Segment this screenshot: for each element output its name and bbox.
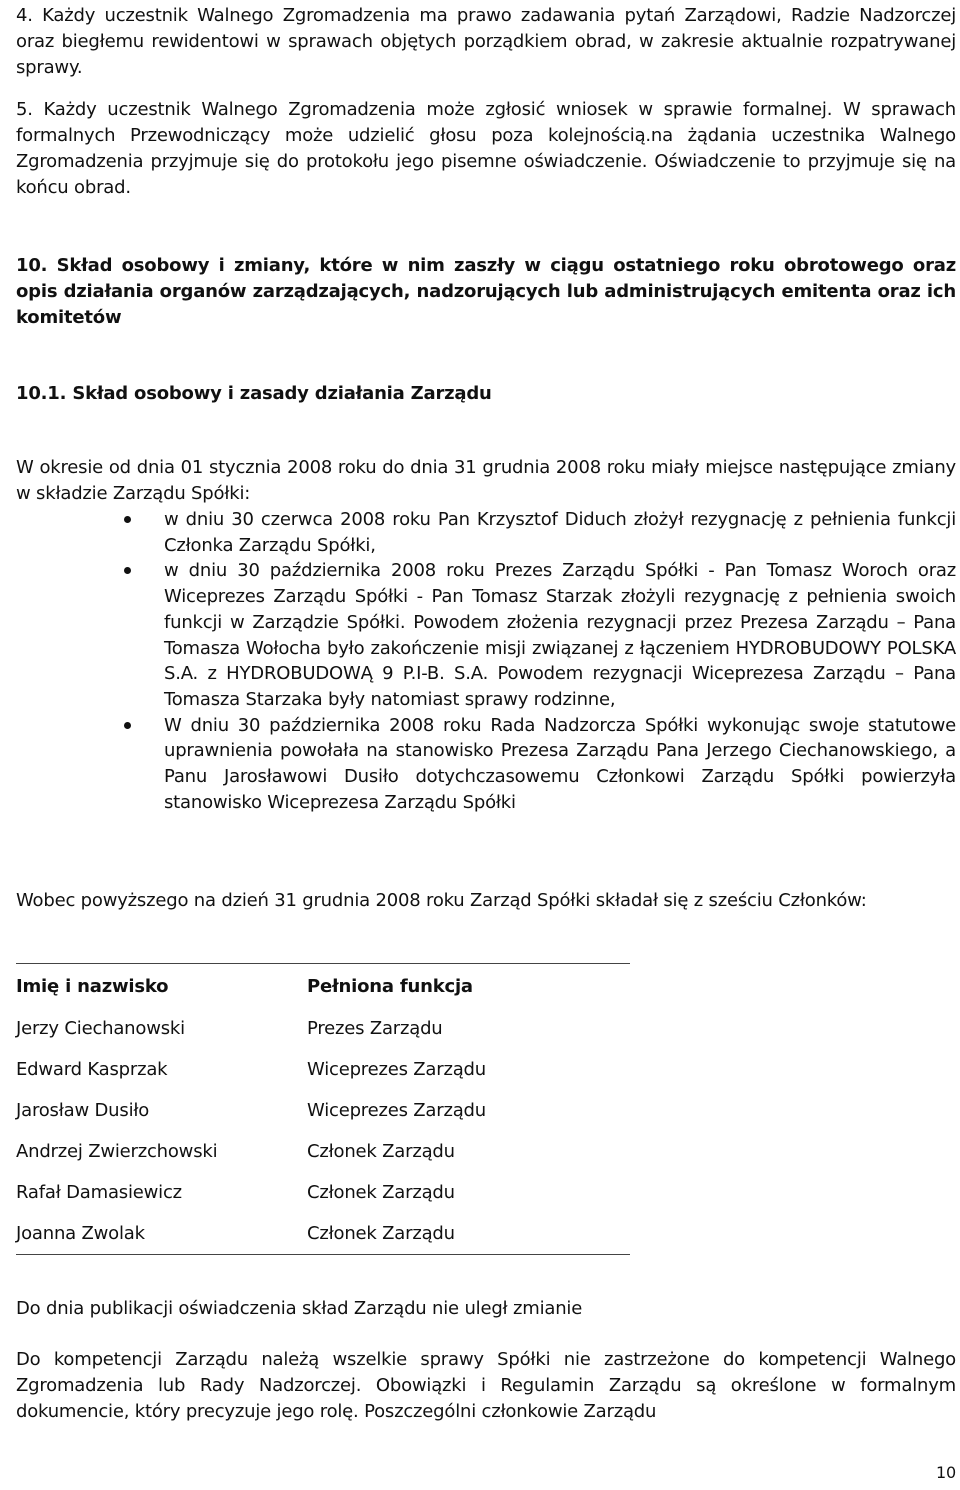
bullet-icon — [124, 516, 131, 523]
column-header-function: Pełniona funkcja — [307, 975, 473, 997]
member-function: Członek Zarządu — [307, 1223, 455, 1244]
changes-list — [16, 507, 956, 815]
member-function: Członek Zarządu — [307, 1141, 455, 1162]
table-row — [16, 1008, 630, 1049]
paragraph-5: 5. Każdy uczestnik Walnego Zgromadzenia może zgłosić wniosek w sprawie formalnej. W sprawach formalnych Przewodniczący może udzielić głosu poza kolejnością.na żądania uczestnika Walnego Zgromadzenia przyjmuje się do protokołu jego pisemne oświadczenie. Oświadczenie to przyjmuje się na końcu obrad. — [16, 99, 956, 198]
intro-paragraph: W okresie od dnia 01 stycznia 2008 roku do dnia 31 grudnia 2008 roku miały miejsce następujące zmiany w składzie Zarządu Spółki: — [16, 457, 956, 504]
competence-paragraph: Do kompetencji Zarządu należą wszelkie sprawy Spółki nie zastrzeżone do kompetencji Walnego Zgromadzenia lub Rady Nadzorczej. Obowiązki i Regulamin Zarządu są określone w formalnym dokumencie, który precyzuje jego rolę. Poszczególni członkowie Zarządu — [16, 1349, 956, 1422]
member-name: Jerzy Ciechanowski — [16, 1018, 185, 1039]
member-function: Wiceprezes Zarządu — [307, 1100, 486, 1121]
member-name: Jarosław Dusiło — [16, 1100, 150, 1121]
summary-paragraph: Wobec powyższego na dzień 31 grudnia 2008 roku Zarząd Spółki składał się z sześciu Członków: — [16, 890, 867, 911]
list-item — [16, 507, 956, 558]
note-paragraph: Do dnia publikacji oświadczenia skład Zarządu nie uległ zmianie — [16, 1298, 583, 1319]
table-row — [16, 1172, 630, 1213]
section-heading-10: 10. Skład osobowy i zmiany, które w nim zaszły w ciągu ostatniego roku obrotowego oraz opis działania organów zarządzających, nadzorujących lub administrujących emitenta oraz ich komitetów — [16, 255, 956, 328]
list-item — [16, 558, 956, 712]
paragraph-4: 4. Każdy uczestnik Walnego Zgromadzenia ma prawo zadawania pytań Zarządowi, Radzie Nadzorczej oraz biegłemu rewidentowi w sprawach objętych porządkiem obrad, w zakresie aktualnie rozpatrywanej sprawy. — [16, 5, 956, 78]
subsection-heading-10-1: 10.1. Skład osobowy i zasady działania Zarządu — [16, 383, 492, 404]
member-name: Edward Kasprzak — [16, 1059, 168, 1080]
page-number: 10 — [936, 1463, 956, 1482]
list-item-text: W dniu 30 października 2008 roku Rada Nadzorcza Spółki wykonując swoje statutowe uprawnienia powołała na stanowisko Prezesa Zarządu Pana Jerzego Ciechanowskiego, a Panu Jarosławowi Dusiło dotychczasowemu Członkowi Zarządu Spółki powierzyła stanowisko Wiceprezesa Zarządu Spółki — [164, 714, 956, 813]
table-row — [16, 1131, 630, 1172]
member-function: Członek Zarządu — [307, 1182, 455, 1203]
table-header-row — [16, 964, 630, 1009]
table-row — [16, 1213, 630, 1255]
member-name: Rafał Damasiewicz — [16, 1182, 182, 1203]
column-header-name: Imię i nazwisko — [16, 975, 169, 997]
list-item-text: w dniu 30 października 2008 roku Prezes Zarządu Spółki - Pan Tomasz Woroch oraz Wiceprezes Zarządu Spółki - Pan Tomasz Starzak złożyli rezygnację z pełnienia swoich funkcji w Zarządzie Spółki. Powodem złożenia rezygnacji przez Prezesa Zarządu – Pana Tomasza Wołocha było zakończenie misji związanej z łączeniem HYDROBUDOWY POLSKA S.A. z HYDROBUDOWĄ 9 P.I-B. S.A. Powodem rezygnacji Wiceprezesa Zarządu – Pana Tomasza Starzaka były natomiast sprawy rodzinne, — [164, 560, 956, 710]
member-name: Andrzej Zwierzchowski — [16, 1141, 218, 1162]
table-row — [16, 1049, 630, 1090]
member-name: Joanna Zwolak — [16, 1223, 145, 1244]
list-item — [16, 713, 956, 816]
member-function: Prezes Zarządu — [307, 1018, 443, 1039]
table-row — [16, 1090, 630, 1131]
bullet-icon — [124, 567, 131, 574]
bullet-icon — [124, 722, 131, 729]
board-members-table — [16, 963, 630, 1255]
list-item-text: w dniu 30 czerwca 2008 roku Pan Krzysztof Diduch złożył rezygnację z pełnienia funkcji Członka Zarządu Spółki, — [164, 509, 956, 556]
member-function: Wiceprezes Zarządu — [307, 1059, 486, 1080]
